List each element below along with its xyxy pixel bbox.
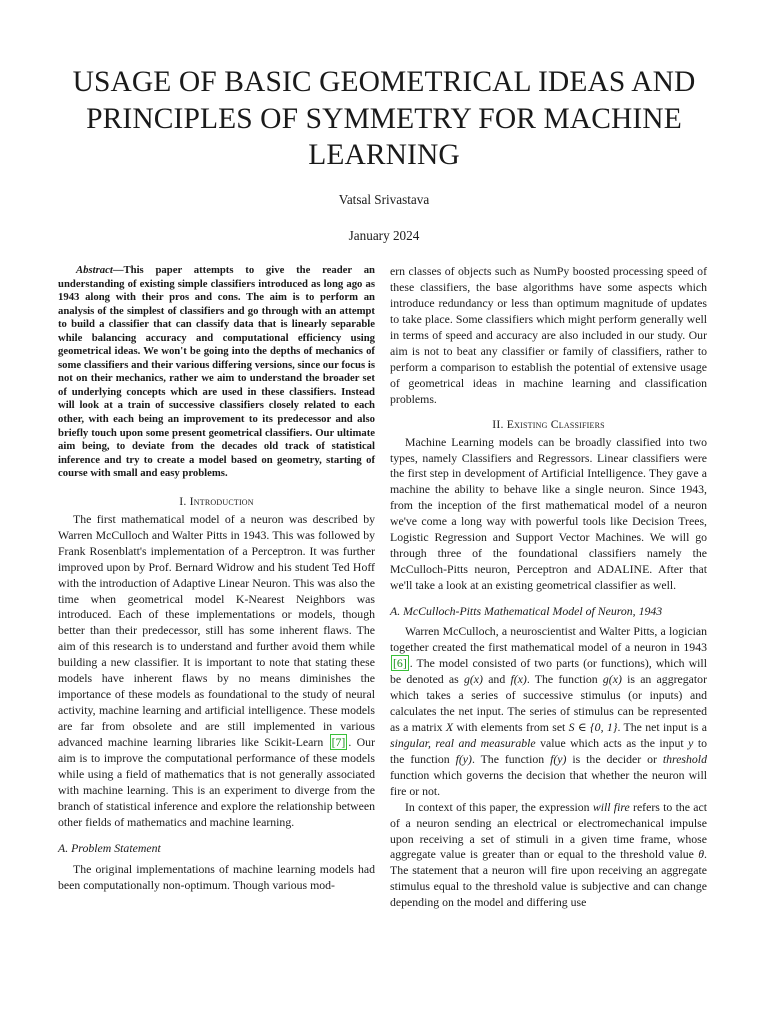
paper-title: USAGE OF BASIC GEOMETRICAL IDEAS AND PRINCIPLES OF SYMMETRY FOR MACHINE LEARNING: [72, 66, 696, 171]
mcp-text: . The net input is a: [617, 719, 707, 734]
mcp-text: with elements from set: [453, 719, 569, 734]
abstract: [58, 264, 375, 481]
mcp-text: In context of this paper, the expression: [405, 799, 593, 814]
mcp-paragraph-1: [390, 624, 707, 799]
emphasis-text: threshold: [662, 751, 707, 766]
subsection-heading-mcculloch-pitts: A. McCulloch-Pitts Mathematical Model of Neuron, 1943: [390, 604, 663, 619]
right-column: [390, 264, 707, 911]
mcp-text: refers to the act of a neuron sending an electrical or electromechanical impulse upon receiving a set of stimuli in a given time frame, whose aggregate value is greater than or equal to the threshold value: [390, 799, 707, 862]
emphasis-text: will fire: [592, 799, 630, 814]
mcp-text: Warren McCulloch, a neuroscientist and Walter Pitts, a logician together created the first mathematical model of a neuron in 1943: [390, 624, 707, 655]
subsection-heading-problem-statement: A. Problem Statement: [58, 840, 161, 855]
mcp-text: . The model consisted of two parts (or functions), which will be denoted as: [390, 656, 707, 686]
problem-paragraph: The original implementations of machine learning models had been computationally non-optimum. Though various mod-: [58, 861, 375, 892]
section-heading-introduction: I. Introduction: [179, 493, 254, 508]
abstract-text: —This paper attempts to give the reader an understanding of existing simple classifiers introduced as long ago as 1943 along with their pros and cons. The aim is to perform an analysis of the simplest of classifiers and go through with an attempt to build a classifier that can classify data that is linearly separable while balancing accuracy and computational efficiency using geometrical ideas. We won't be going into the depths of mechanics of some classifiers and their various differing versions, since our focus is not on their mechanics, rather we aim to understand the broader set of underlying concepts which are used in these classifiers. Instead will look at a train of successive classifiers closely related to each other, with each being an improvement to its predecessor and also briefly touch upon some present geometrical classifiers. Our ultimate aim being, to deviate from the decades old track of statistical inference and try to create a model based on geometry, starting of course with small and easy problems.: [58, 264, 375, 480]
author-name: Vatsal Srivastava: [338, 192, 430, 207]
mcp-text: . The function: [471, 751, 551, 766]
citation-link[interactable]: [6]: [393, 656, 407, 671]
mcp-text: . The function: [526, 671, 603, 686]
intro-text-b: . Our aim is to improve the computational performance of these models while using a field of mathematics that is not generally associated with machine learning. This is an experiment to diverge from the branch of statistical inference and explore the relationship between other fields of mathematics and machine learning.: [58, 735, 375, 829]
mcp-text: . The statement that a neuron will fire upon receiving an aggregate stimulus equal to the threshold value is subjective and can change depending on the model and differing use: [390, 847, 707, 910]
mcp-text: value which acts as the input: [535, 735, 689, 750]
continuation-paragraph: ern classes of objects such as NumPy boosted processing speed of these classifiers, the base algorithms have some aspects which introduce redundancy or less than optimum magnitude of updates to take place. Some classifiers which might perform generally well in terms of speed and accuracy are also included in our study. Our aim is not to beat any classifier or family of classifiers, rather to perform a comparison to establish the potential of extensive usage of geometrical ideas in machine learning and classification problems.: [390, 264, 707, 406]
citation-link[interactable]: [7]: [331, 735, 346, 750]
mcp-paragraph-2: [390, 800, 707, 912]
abstract-label: Abstract: [76, 264, 113, 276]
mcp-text: to the function: [390, 735, 707, 766]
mcp-text: function which governs the decision that whether the neuron will fire or not.: [390, 767, 707, 798]
mcp-text: is the decider or: [566, 751, 663, 766]
math-f-y: f(y): [455, 751, 472, 766]
math-y: y: [688, 735, 694, 750]
mcp-text: is an aggregator which takes a series of successive stimulus (or inputs) and calculates the net input. The series of stimulus can be represented as a matrix: [390, 671, 707, 734]
intro-paragraph: [58, 512, 375, 831]
math-set-S: S ∈ {0, 1}: [568, 719, 618, 734]
math-theta: θ: [698, 847, 705, 862]
math-X: X: [445, 719, 454, 734]
publication-date: January 2024: [348, 228, 420, 243]
math-f-x: f(x): [510, 671, 527, 686]
left-column: [58, 264, 375, 894]
math-f-y: f(y): [550, 751, 567, 766]
existing-paragraph: Machine Learning models can be broadly classified into two types, namely Classifiers and Regressors. Linear classifiers were the first step in development of Artificial Intelligence. They gave a machine the ability to behave like a single neuron. Since 1943, from the inception of the first mathematical model of a neuron we've come a long way with powerful tools like Decision Trees, Logistic Regression and Support Vector Machines. We will go through three of the foundational classifiers namely the McCulloch-Pitts neuron, Perceptron and ADALINE. After that we'll take a look at an existing geometrical classifier as well.: [390, 434, 707, 593]
section-heading-existing-classifiers: II. Existing Classifiers: [492, 416, 605, 431]
emphasis-text: singular, real and measurable: [390, 735, 536, 750]
math-g-x: g(x): [463, 671, 483, 686]
math-g-x: g(x): [602, 671, 622, 686]
mcp-text: and: [482, 671, 511, 686]
intro-text-a: The first mathematical model of a neuron was described by Warren McCulloch and Walter Pitts in 1943. This was followed by Frank Rosenblatt's implementation of a Perceptron. It was further improved upon by Prof. Bernard Widrow and his student Ted Hoff with the introduction of Adaptive Linear Neuron. This was also the time when geometrical model K-Nearest Neighbors was introduced. Each of these implementations or models, though better than their predecessor, still has some inherent flaws. The aim of this research is to understand and further avoid them while building a new classifier. It is important to note that stating these models have inherent flaws by no means diminishes the importance of these models as foundational to the study of neural activity, machine learning and artificial intelligence. These models are far from obsolete and are still implemented in various advanced machine learning libraries like Scikit-Learn: [58, 511, 375, 750]
